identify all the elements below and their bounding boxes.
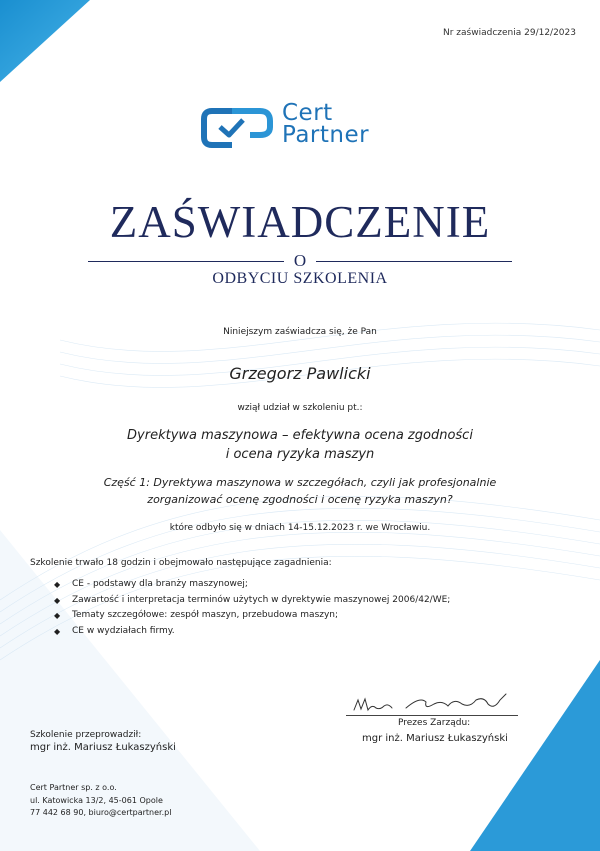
footer-company: Cert Partner sp. z o.o.: [30, 783, 117, 792]
logo-text-line2: Partner: [282, 122, 370, 148]
trainer-label: Szkolenie przeprowadził:: [30, 730, 142, 740]
logo-text-line1: Cert: [282, 100, 333, 126]
document-subtitle: ODBYCIU SZKOLENIA: [212, 270, 388, 287]
check-badge-icon: [204, 111, 270, 145]
course-part-line2: zorganizować ocenę zgodności i ocenę ryzyka maszyn?: [147, 493, 453, 506]
corner-triangle-top-left: [0, 0, 90, 82]
dates-text: które odbyło się w dniach 14-15.12.2023 r. we Wrocławiu.: [169, 523, 431, 533]
participation-text: wziął udział w szkoleniu pt.:: [237, 403, 363, 413]
corner-triangle-bottom-right: [470, 660, 600, 851]
course-part: [0, 474, 600, 508]
title-rule-right: [316, 261, 512, 262]
diamond-bullet-icon: ◆: [54, 595, 61, 605]
president-name: mgr inż. Mariusz Łukaszyński: [362, 733, 508, 744]
logo-text: [282, 102, 369, 146]
document-title: ZAŚWIADCZENIE: [109, 197, 491, 247]
footer-contact: 77 442 68 90, biuro@certpartner.pl: [30, 808, 172, 817]
title-o: O: [293, 251, 307, 270]
footer-address: [30, 782, 171, 820]
footer-address-line: ul. Katowicka 13/2, 45-061 Opole: [30, 795, 163, 805]
president-label: Prezes Zarządu:: [398, 718, 471, 728]
topics-list: [54, 577, 450, 639]
list-item: ◆ Tematy szczegółowe: zespół maszyn, przebudowa maszyn;: [54, 608, 450, 624]
recipient-name: Grzegorz Pawlicki: [229, 364, 371, 383]
signature-line: [346, 715, 518, 716]
course-title-line1: Dyrektywa maszynowa – efektywna ocena zgodności: [127, 428, 473, 443]
diamond-bullet-icon: ◆: [54, 626, 61, 636]
topics-intro: Szkolenie trwało 18 godzin i obejmowało następujące zagadnienia:: [30, 558, 332, 568]
title-o-line: [88, 251, 512, 271]
diamond-bullet-icon: ◆: [54, 611, 61, 620]
list-item: ◆ CE - podstawy dla branży maszynowej;: [54, 577, 450, 593]
list-item: ◆ Zawartość i interpretacja terminów użytych w dyrektywie maszynowej 2006/42/WE;: [54, 593, 450, 609]
intro-text: Niniejszym zaświadcza się, że Pan: [223, 327, 377, 337]
list-item: ◆ CE w wydziałach firmy.: [54, 624, 450, 640]
diamond-bullet-icon: ◆: [54, 580, 61, 589]
certificate-number: Nr zaświadczenia 29/12/2023: [443, 28, 576, 38]
handwritten-signature: [350, 690, 520, 718]
trainer-name: mgr inż. Mariusz Łukaszyński: [30, 742, 176, 753]
title-rule-left: [88, 261, 284, 262]
course-title-line2: i ocena ryzyka maszyn: [225, 447, 375, 462]
course-title: [0, 426, 600, 464]
course-part-line1: Część 1: Dyrektywa maszynowa w szczegółach, czyli jak profesjonalnie: [103, 476, 497, 489]
